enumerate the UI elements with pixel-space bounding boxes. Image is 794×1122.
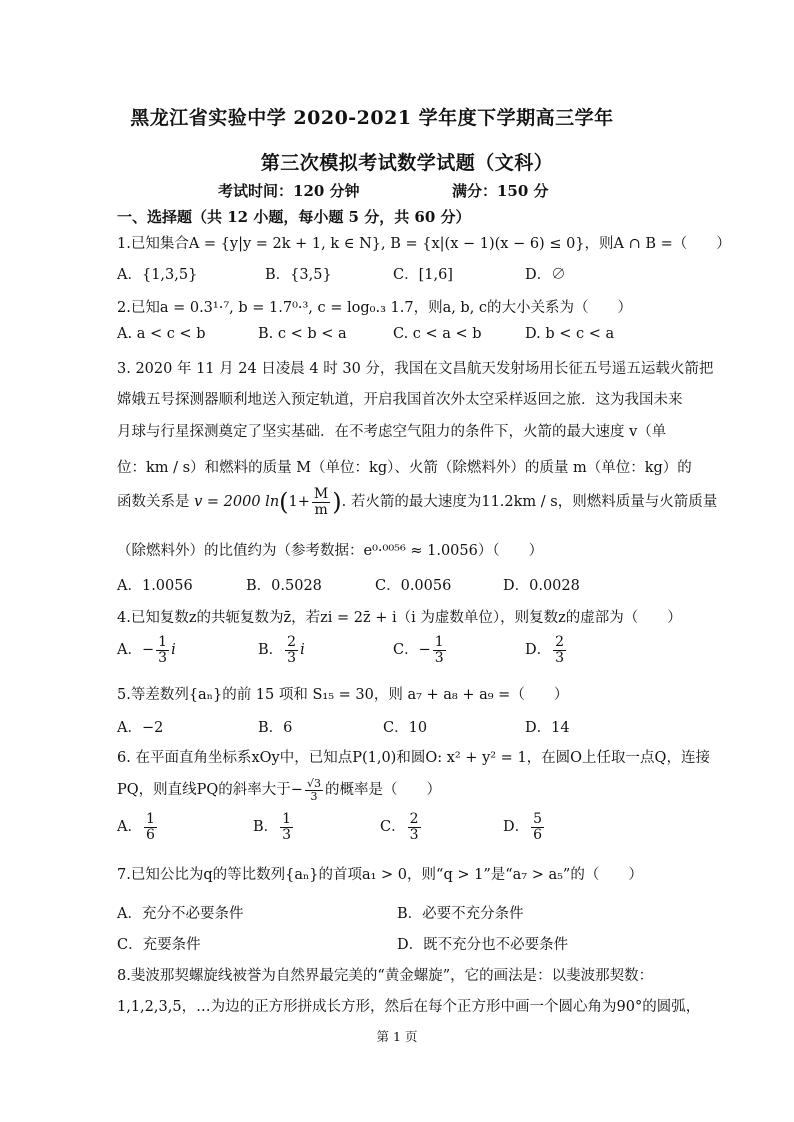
question-6-line2: PQ，则直线PQ的斜率大于− $\frac{√3}{3}$ 的概率是（ ）: [117, 777, 441, 803]
q7-option-d: D．既不充分也不必要条件: [397, 937, 569, 953]
question-8-line1: 8.斐波那契螺旋线被誉为自然界最完美的“黄金螺旋”，它的画法是：以斐波那契数：: [117, 968, 654, 984]
question-2-stem: 2.已知a = 0.3¹·⁷, b = 1.7⁰·³, c = log₀.₃ 1.7，则a, b, c的大小关系为（ ）: [117, 300, 633, 316]
section-heading: 一、选择题（共 12 小题，每小题 5 分，共 60 分）: [117, 208, 471, 226]
q6-slope-fraction: $\frac{√3}{3}$: [306, 777, 321, 803]
question-3-line6: （除燃料外）的比值约为（参考数据：e⁰·⁰⁰⁵⁶ ≈ 1.0056）（ ）: [117, 543, 544, 559]
question-1-stem: 1.已知集合A = {y|y = 2k + 1, k ∈ N}, B = {x|(x − 1)(x − 6) ≤ 0}，则A ∩ B =（ ）: [117, 236, 731, 252]
q5-option-d: D．14: [525, 720, 570, 736]
q3-formula-intro: 函数关系是: [117, 494, 190, 511]
question-6-line1: 6. 在平面直角坐标系xOy中，已知点P(1,0)和圆O: x² + y² = 1，在圆O上任取一点Q，连接: [117, 750, 710, 766]
q4-option-b: B． $\frac{2}{3}$ i: [258, 634, 305, 666]
q3-mass-ratio-fraction: $\frac{M}{m}$: [313, 486, 329, 518]
question-3-line5: 函数关系是 v = 2000 ln(1+ $\frac{M}{m}$ ). 若火箭的最大速度为11.2km / s，则燃料质量与火箭质量: [117, 486, 718, 518]
q6-option-d: D． $\frac{5}{6}$: [503, 811, 543, 843]
q4-option-c: C．− $\frac{1}{3}$: [393, 634, 444, 666]
q2-option-c: C. c < a < b: [393, 326, 482, 342]
question-7-stem: 7.已知公比为q的等比数列{aₙ}的首项a₁ > 0，则“q > 1”是“a₇ > a₅”的（ ）: [117, 867, 643, 883]
question-4-stem: 4.已知复数z的共轭复数为z̄，若zi = 2z̄ + i（i 为虚数单位），则复数z的虚部为（ ）: [117, 610, 682, 626]
q5-option-b: B．6: [258, 720, 293, 736]
q7-option-b: B．必要不充分条件: [397, 906, 524, 922]
exam-title-line1: 黑龙江省实验中学 2020-2021 学年度下学期高三学年: [130, 107, 614, 129]
q2-option-b: B. c < b < a: [258, 326, 347, 342]
question-3-line1: 3. 2020 年 11 月 24 日凌晨 4 时 30 分，我国在文昌航天发射场用长征五号遥五运载火箭把: [117, 361, 714, 377]
q6-option-c: C． $\frac{2}{3}$: [380, 811, 419, 843]
exam-title-line2: 第三次模拟考试数学试题（文科）: [260, 152, 554, 174]
q1-option-c: C．[1,6]: [393, 267, 453, 283]
question-5-stem: 5.等差数列{aₙ}的前 15 项和 S₁₅ = 30，则 a₇ + a₈ + a₉ =（ ）: [117, 687, 569, 703]
question-8-line2: 1,1,2,3,5，…为边的正方形拼成长方形，然后在每个正方形中画一个圆心角为90°的圆弧，: [117, 999, 701, 1015]
q1-option-b: B．{3,5}: [265, 267, 332, 283]
q2-option-a: A. a < c < b: [117, 326, 206, 342]
question-3-line2: 嫦娥五号探测器顺利地送入预定轨道，开启我国首次外太空采样返回之旅．这为我国未来: [117, 392, 683, 408]
exam-score: 满分：150 分: [452, 182, 549, 200]
q1-option-a: A．{1,3,5}: [117, 267, 198, 283]
page-number: 第 1 页: [376, 1029, 418, 1044]
q6-option-a: A． $\frac{1}{6}$: [117, 811, 155, 843]
q3-option-a: A．1.0056: [117, 578, 193, 594]
q3-option-d: D．0.0028: [503, 578, 580, 594]
q6-option-b: B． $\frac{1}{3}$: [253, 811, 292, 843]
q2-option-d: D. b < c < a: [525, 326, 615, 342]
exam-time: 考试时间：120 分钟: [218, 182, 360, 200]
q1-option-d: D．∅: [525, 267, 566, 283]
q3-formula-lhs: v = 2000 ln: [194, 494, 280, 511]
q5-option-a: A．−2: [117, 720, 164, 736]
q5-option-c: C．10: [383, 720, 428, 736]
question-3-line4: 位：km / s）和燃料的质量 M（单位：kg）、火箭（除燃料外）的质量 m（单位：kg）的: [117, 460, 692, 476]
q3-option-c: C．0.0056: [375, 578, 452, 594]
q3-formula-tail: . 若火箭的最大速度为11.2km / s，则燃料质量与火箭质量: [341, 494, 718, 511]
question-3-line3: 月球与行星探测奠定了坚实基础．在不考虑空气阻力的条件下，火箭的最大速度 v（单: [117, 424, 667, 440]
q4-option-d: D． $\frac{2}{3}$: [525, 634, 565, 666]
q7-option-a: A．充分不必要条件: [117, 906, 244, 922]
q3-option-b: B．0.5028: [246, 578, 322, 594]
q7-option-c: C．充要条件: [117, 937, 201, 953]
q4-option-a: A．− $\frac{1}{3}$ i: [117, 634, 176, 666]
